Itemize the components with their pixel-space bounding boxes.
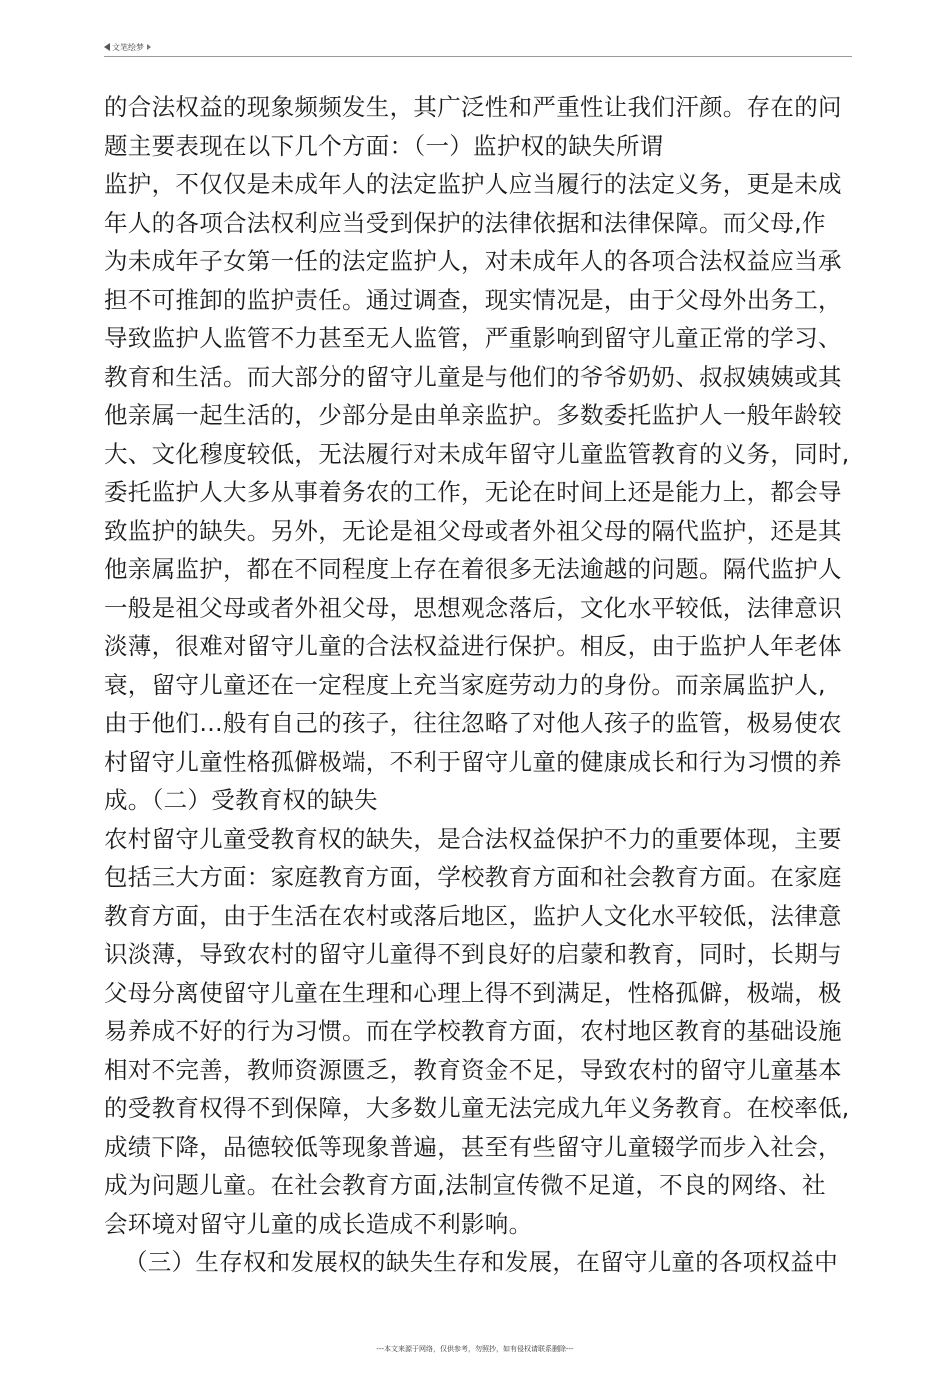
text-line: 年人的各项合法权利应当受到保护的法律依据和法律保障。而父母,作 — [104, 208, 826, 237]
text-line: 易养成不好的行为习惯。而在学校教育方面，农村地区教育的基础设施 — [104, 1017, 842, 1045]
triangle-left-icon — [104, 43, 110, 51]
text-line: 成绩下降，品德较低等现象普遍，甚至有些留守儿童辍学而步入社会， — [104, 1132, 842, 1161]
header-title: 文笔绘梦 — [112, 42, 144, 52]
text-line: 大、文化穆度较低，无法履行对未成年留守儿童监管教育的义务，同时, — [104, 439, 850, 468]
text-line: 父母分离使留守儿童在生理和心理上得不到满足，性格孤僻，极端，极 — [104, 978, 842, 1007]
page-header — [104, 38, 852, 57]
text-line: 他亲属一起生活的，少部分是由单亲监护。多数委托监护人一般年龄较 — [104, 401, 842, 429]
text-line: 农村留守儿童受教育权的缺失，是合法权益保护不力的重要体现，主要 — [104, 824, 842, 853]
document-body — [104, 88, 856, 1282]
text-line: 相对不完善，教师资源匮乏，教育资金不足，导致农村的留守儿童基本 — [104, 1055, 842, 1084]
text-line: 教育和生活。而大部分的留守儿童是与他们的爷爷奶奶、叔叔姨姨或其 — [104, 362, 842, 391]
text-line: 致监护的缺失。另外，无论是祖父母或者外祖父母的隔代监护，还是其 — [104, 516, 842, 545]
text-line: 成为问题儿童。在社会教育方面,法制宣传微不足道，不良的网络、社 — [104, 1171, 826, 1199]
text-line: 题主要表现在以下几个方面：（一）监护权的缺失所谓 — [104, 131, 664, 160]
text-line: 的受教育权得不到保障，大多数儿童无法完成九年义务教育。在校率低, — [104, 1094, 850, 1122]
text-line: 一般是祖父母或者外祖父母，思想观念落后，文化水平较低，法律意识 — [104, 593, 842, 622]
text-line: 监护，不仅仅是未成年人的法定监护人应当履行的法定义务，更是未成 — [104, 170, 842, 198]
page-footer: ---本文来源于网络，仅供参考，勿照抄，如有侵权请联系删除--- — [376, 1345, 574, 1353]
text-line: 成。（二）受教育权的缺失 — [104, 786, 378, 814]
text-line: 由于他们…般有自己的孩子，往往忽略了对他人孩子的监管，极易使农 — [104, 709, 842, 737]
text-line: 委托监护人大多从事着务农的工作，无论在时间上还是能力上，都会导 — [104, 478, 842, 506]
text-line: （三）生存权和发展权的缺失生存和发展，在留守儿童的各项权益中 — [124, 1248, 838, 1276]
text-line: 村留守儿童性格孤僻极端，不利于留守儿童的健康成长和行为习惯的养 — [104, 747, 842, 776]
text-line: 教育方面，由于生活在农村或落后地区，监护人文化水平较低，法律意 — [104, 901, 842, 930]
text-line: 的合法权益的现象频频发生，其广泛性和严重性让我们汗颜。存在的问 — [104, 93, 842, 121]
text-line: 担不可推卸的监护责任。通过调查，现实情况是，由于父母外出务工， — [104, 285, 842, 314]
text-line: 淡薄，很难对留守儿童的合法权益进行保护。相反，由于监护人年老体 — [104, 632, 842, 660]
triangle-right-icon — [147, 44, 151, 50]
text-line: 包括三大方面：家庭教育方面，学校教育方面和社会教育方面。在家庭 — [104, 863, 842, 891]
text-line: 识淡薄，导致农村的留守儿童得不到良好的启蒙和教育，同时，长期与 — [104, 940, 842, 968]
text-line: 他亲属监护，都在不同程度上存在着很多无法逾越的问题。隔代监护人 — [104, 555, 842, 583]
text-line: 导致监护人监管不力甚至无人监管，严重影响到留守儿童正常的学习、 — [104, 324, 842, 352]
text-line: 为未成年子女第一任的法定监护人，对未成年人的各项合法权益应当承 — [104, 247, 842, 275]
text-line: 会环境对留守儿童的成长造成不利影响。 — [104, 1209, 533, 1238]
text-line: 衰，留守儿童还在一定程度上充当家庭劳动力的身份。而亲属监护人, — [104, 670, 826, 699]
